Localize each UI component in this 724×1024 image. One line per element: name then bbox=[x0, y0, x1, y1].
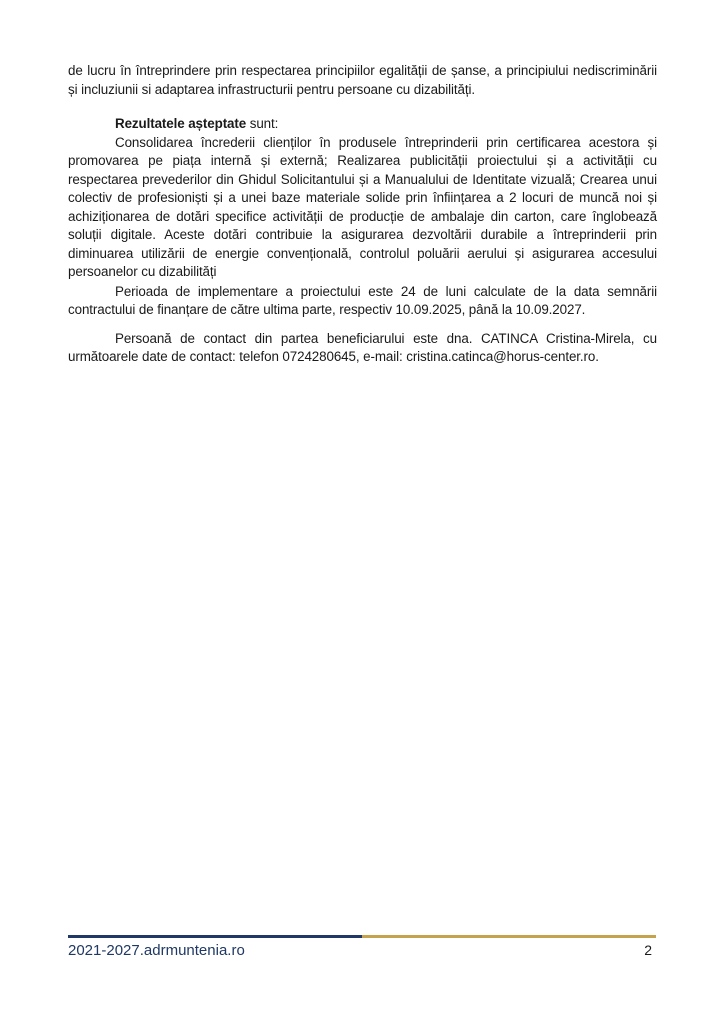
results-heading-regular: sunt: bbox=[246, 116, 279, 131]
paragraph-implementation-period: Perioada de implementare a proiectului este 24 de luni calculate de la data semnării contractului de finanțare de către ultima parte, respectiv 10.09.2025, până la 10.09.2027. bbox=[68, 283, 657, 317]
footer-website-link[interactable]: 2021-2027.adrmuntenia.ro bbox=[68, 942, 245, 959]
paragraph-contact-person: Persoană de contact din partea beneficiarului este dna. CATINCA Cristina-Mirela, cu următoarele date de contact: telefon 0724280645, e-mail: cristina.catinca@horus-center.ro. bbox=[68, 330, 657, 364]
results-heading-bold: Rezultatele așteptate bbox=[115, 116, 247, 131]
page-footer bbox=[68, 935, 656, 959]
footer-row bbox=[68, 942, 656, 959]
results-heading-line bbox=[68, 115, 657, 134]
page-content bbox=[68, 62, 657, 367]
footer-rule-navy-segment bbox=[68, 935, 362, 938]
paragraph-equal-opportunities: de lucru în întreprindere prin respectarea principiilor egalității de șanse, a principiului nediscriminării și incluziunii si adaptarea infrastructurii pentru persoane cu dizabilități. bbox=[68, 63, 657, 97]
footer-rule-gold-segment bbox=[362, 935, 656, 938]
page-number: 2 bbox=[644, 942, 652, 958]
paragraph-expected-results: Consolidarea încrederii clienților în produsele întreprinderii prin certificarea acestora și promovarea pe piața internă și externă; Realizarea publicității proiectului și a activității cu respectarea prevederilor din Ghidul Solicitantului și a Manualului de Identitate vizuală; Crearea unui colectiv de profesioniști și a unei baze materiale solide prin înființarea a 2 locuri de muncă noi și achiziționarea de dotări specifice activității de producție de ambalaje din carton, care înglobează soluții digitale. Aceste dotări contribuie la asigurarea dezvoltării durabile a întreprinderii prin diminuarea utilizării de energie convențională, controlul poluării aerului și asigurarea accesului persoanelor cu dizabilități bbox=[68, 134, 657, 279]
footer-rule bbox=[68, 935, 656, 938]
